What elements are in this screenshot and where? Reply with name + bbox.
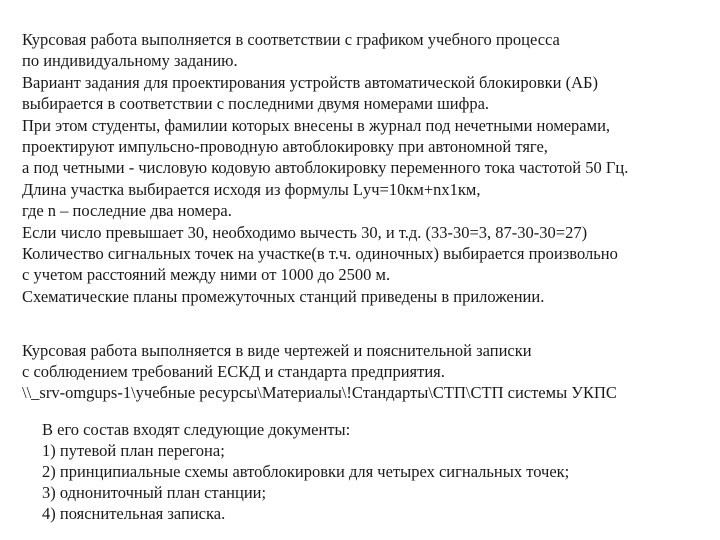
text-line: по индивидуальному заданию. — [22, 51, 238, 71]
text-line: Курсовая работа выполняется в соответствии с графиком учебного процесса — [22, 30, 560, 49]
text-line: Количество сигнальных точек на участке(в т.ч. одиночных) выбирается произвольно — [22, 244, 618, 264]
text-line: проектируют импульсно-проводную автоблокировку при автономной тяге, — [22, 137, 548, 157]
text-line: Длина участка выбирается исходя из формулы Lуч=10км+nх1км, — [22, 179, 481, 199]
document-list — [42, 419, 569, 524]
list-item: 4) пояснительная записка. — [42, 504, 226, 523]
network-path: \\_srv-omgups-1\учебные ресурсы\Материалы\!Стандарты\СТП\СТП системы УКПС — [22, 383, 617, 402]
text-line: выбирается в соответствии с последними двумя номерами шифра. — [22, 94, 490, 114]
paragraph-format — [22, 340, 617, 403]
text-line: Если число превышает 30, необходимо вычесть 30, и т.д. (33-30=3, 87-30-30=27) — [22, 222, 588, 242]
text-line: Схематические планы промежуточных станций приведены в приложении. — [22, 286, 545, 306]
list-item: 2) принципиальные схемы автоблокировки для четырех сигнальных точек; — [42, 462, 570, 481]
text-line: с учетом расстояний между ними от 1000 до 2500 м. — [22, 265, 391, 285]
text-line: Вариант задания для проектирования устройств автоматической блокировки (АБ) — [22, 72, 599, 92]
text-line: а под четными - числовую кодовую автоблокировку переменного тока частотой 50 Гц. — [22, 158, 629, 178]
list-heading: В его состав входят следующие документы: — [42, 420, 351, 439]
list-item: 3) однониточный план станции; — [42, 483, 267, 502]
text-line: При этом студенты, фамилии которых внесены в журнал под нечетными номерами, — [22, 115, 611, 135]
text-line: где n – последние два номера. — [22, 201, 232, 221]
text-line: Курсовая работа выполняется в виде чертежей и пояснительной записки — [22, 341, 532, 360]
paragraph-requirements — [22, 29, 628, 307]
text-line: с соблюдением требований ЕСКД и стандарта предприятия. — [22, 362, 445, 381]
list-item: 1) путевой план перегона; — [42, 441, 225, 460]
